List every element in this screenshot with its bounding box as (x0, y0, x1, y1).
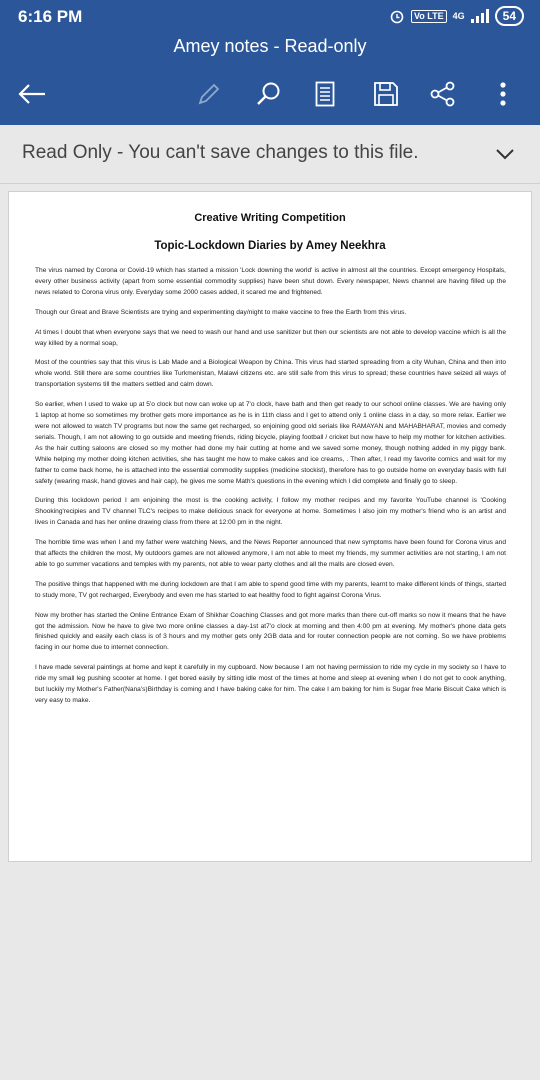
status-bar (0, 0, 540, 34)
read-only-message: Read Only - You can't save changes to this file. (22, 142, 419, 163)
edit-button[interactable] (189, 74, 229, 114)
app-header (0, 0, 540, 125)
search-icon (256, 81, 282, 107)
alarm-icon (389, 8, 405, 24)
network-type: 4G (452, 11, 465, 21)
doc-subheading: Topic-Lockdown Diaries by Amey Neekhra (154, 240, 386, 252)
save-icon (373, 81, 399, 107)
document-title: Amey notes - Read-only (173, 36, 367, 56)
share-icon (430, 81, 456, 107)
doc-paragraph: Most of the countries say that this virus is Lab Made and a Biological Weapon by China. This virus had started spreading from a city Wuhan, China and then into whole world. Still there are some countries like Turkmenistan, Malawi citizens etc. are still safe from this virus to spread; these countries have seized all ways of transportation systems till the matters settled and calm down. (35, 359, 506, 389)
status-time: 6:16 PM (18, 7, 83, 26)
doc-paragraph: The virus named by Corona or Covid-19 which has started a mission 'Lock downing the world' is active in almost all the countries. Except emergency Hospitals, every other business activity (apart from some essential commodity supplies) have been shut down. Every newspaper, News channel are having filled up the news related to Corona virus only. Everyday some 2000 cases added, it scared me and frightened. (35, 267, 506, 296)
doc-paragraph: I have made several paintings at home and kept it carefully in my cupboard. Now because I am not having permission to ride my cycle in my society so I have to ride my small leg pushing scooter at home. I get bored easily by sitting idle most of the times at home and sleep at evening when I do not get to cook anything, but luckily my Mother's Father(Nana's)Birthday is coming and I have baking cake for him. The cake I am baking for him is Sugar free Marie Biscuit Cake which is very easy to make. (35, 664, 506, 704)
share-button[interactable] (423, 74, 463, 114)
reading-view-button[interactable] (305, 74, 345, 114)
signal-icon (471, 9, 489, 23)
document-page (8, 191, 532, 862)
doc-paragraph: At times I doubt that when everyone says that we need to wash our hand and use sanitizer but then our scientists are not able to develop vaccine which is all the way killed by a normal soap, (35, 328, 506, 347)
search-button[interactable] (249, 74, 289, 114)
doc-paragraph: So earlier, when I used to wake up at 5'o clock but now can woke up at 7'o clock, have bath and then get ready to our school online classes. We are having only 1 laptop at home so sometimes my brother gets more importance as he is in 11th class and I get to attend only 1 online class in a day, so more relax. Earlier we were not allowed to watch TV programs but now the same get recharged, so enjoining good old serials like RAMAYAN and MAHABHARAT, movies and comedy serials. Though, I am not allowing to go outside and meeting friends, riding bicycle, playing football / cricket but now have to help my mother for kitchen activities. As the hair cutting saloons are closed so my mother had done my hair cutting at home and we saved some money, though nothing added in my piggy bank. While helping my mother doing kitchen activities, she has taught me how to make cakes and ice creams, . Then after, I read my favorite comics and wait for my father to come back home, he is attached into the essential commodity supplies (medicine stockist), therefore has to go outside home on everyday basis with full safety (wearing mask, hand gloves and hair cap), he gives me some Math's questions in the evening which I did complete and finally go to sleep. (35, 401, 506, 485)
doc-paragraph: Though our Great and Brave Scientists are trying and experimenting day/night to make vaccine to free the Earth from this virus. (35, 308, 407, 316)
back-arrow-icon (17, 83, 47, 105)
doc-paragraph: Now my brother has started the Online Entrance Exam of Shikhar Coaching Classes and got more marks than there cut-off marks so now it means that he have got the admission. Now he have to give two more online classes a day-1st at7'o clock at morning and then 4:00 pm at evening. My mother's phone data gets finished quickly and easily each class is of 3 hours and my mother gets only 2GB data and for router connection people are not coming. So we have problems facing in our home due to internet connection. (35, 611, 506, 652)
doc-paragraph: The positive things that happened with me during lockdown are that I am able to spend good time with my parents, learnt to make different kinds of things, started to study more, TV got recharged, Everybody and even me has started to eat healthy food to fight against Corona Virus. (35, 580, 506, 599)
doc-paragraph: The horrible time was when I and my father were watching News, and the News Reporter announced that new symptoms have been found for Corona virus and that affects the children the most, My outdoors games are not allowed anymore, I am not able to meet my friends, my summer activities are not starting, I am not able to go summer vacations and temples with my parents, not able to wear party clothes and all the malls are closed even. (35, 539, 506, 568)
edit-pencil-icon (197, 82, 221, 106)
read-only-banner[interactable] (0, 125, 540, 184)
doc-heading: Creative Writing Competition (194, 212, 346, 224)
battery-indicator: 54 (495, 6, 524, 26)
save-button[interactable] (366, 74, 406, 114)
more-icon (499, 81, 507, 107)
more-button[interactable] (483, 74, 523, 114)
back-button[interactable] (12, 74, 52, 114)
toolbar (0, 68, 540, 118)
doc-paragraph: During this lockdown period I am enjoining the most is the cooking activity, I follow my mother recipes and my favorite YouTube channel is 'Cooking Shooking'recipies and TV channel TLC's recipes to make delicious snack for everyone at home. Sometimes I also join my mother's friend who is an artist and lives in Canada and has her online drawing class from there at 12:00 pm in the night. (35, 497, 506, 527)
volte-icon: Vo LTE (411, 10, 447, 23)
chevron-down-icon[interactable] (494, 143, 516, 165)
status-icons (389, 6, 524, 26)
reading-view-icon (315, 81, 335, 107)
